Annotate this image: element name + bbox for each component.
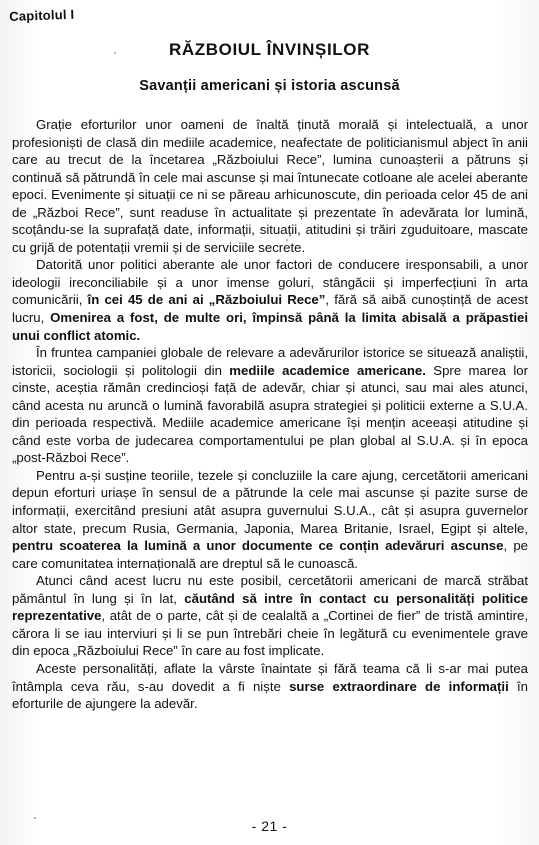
bold-text-segment: surse extraordinare de informații [289, 678, 509, 694]
text-segment: Grație eforturilor unor oameni de înaltă ținută morală și intelectuală, a unor profesioniști de clasă din mediile academice, neafectate de politicianismul abject în anii care au trecut de la încetarea „Războiului Rece”, lumina cunoașterii a pătruns și continuă să pătrundă în cele mai ascunse și mai întunecate cotloane ale acelei aberante epoci. Evenimente și situații ce ni se păreau arhicunoscute, din perioada celor 45 de ani de „Război Rece”, sunt readuse în actualitate și prezentate în adevărata lor lumină, scoțându-se la suprafață date, informații, situații, atitudini și trăiri zguduitoare, mascate cu grijă de potentații vremii și de serviciile secrete. [12, 117, 528, 255]
body-paragraph [12, 344, 528, 467]
bold-text-segment: căutând să intre în contact cu personalități politice reprezentative [12, 590, 528, 624]
text-segment: Spre marea lor cinste, aceștia rămân credincioși față de adevăr, chiar și atunci, sau mai ales atunci, când acesta nu aruncă o lumină favorabilă asupra strategiei și politicii externe a S.U.A. din perioada respectivă. Mediile academice americane își mențin aceeași atitudine și când este vorba de judecarea comportamentului pe plan global al S.U.A. și în epoca „post-Război Rece”. [12, 362, 528, 466]
text-segment: Pentru a-și susține teoriile, tezele și concluziile la care ajung, cercetătorii americani depun eforturi uriașe în sensul de a pătrunde la cele mai ascunse și pazite surse de informații, exercitând presiuni atât asupra guvernului S.U.A., cât și asupra guvernelor altor state, precum Rusia, Germania, Japonia, Marea Britanie, Israel, Egipt și altele, [12, 467, 528, 536]
text-segment: , atât de o parte, cât și de cealaltă a „Cortinei de fier” de tristă amintire, cărora li se iau interviuri și li se pun întrebări cheie în legătură cu evenimentele grave din epoca „Războiului Rece” în care au fost implicate. [12, 608, 528, 659]
text-segment: , fără să aibă cunoștință de acest lucru, [12, 292, 528, 326]
body-paragraph [12, 116, 528, 256]
page-number: - 21 - [251, 818, 288, 834]
bold-text-segment: mediile academice americane. [229, 362, 426, 378]
text-segment: În fruntea campaniei globale de relevare a adevărurilor istorice se situează analiștii, istoricii, sociologii și politologii din [12, 345, 528, 378]
body-paragraph [12, 256, 528, 344]
section-subtitle: Savanții americani și istoria ascunsă [139, 78, 400, 94]
scan-speck [509, 575, 511, 577]
chapter-title: RĂZBOIUL ÎNVINȘILOR [169, 40, 370, 59]
bold-text-segment: în cei 45 de ani ai „Războiului Rece” [87, 292, 326, 308]
text-segment: în eforturile de ajungere la adevăr. [12, 678, 528, 712]
text-segment: Aceste personalități, aflate la vârste înaintate și fără teama că li s-ar mai putea întâmpla ceva rău, s-au dovedit a fi niște [12, 660, 528, 694]
bold-text-segment: pentru scoaterea la lumină a unor documente ce conțin adevăruri ascunse [12, 538, 504, 554]
text-segment: Atunci când acest lucru nu este posibil, cercetătorii americani de marcă străbat pământul în lung și în lat, [12, 573, 528, 606]
chapter-label: Capitolul I [9, 6, 75, 24]
text-segment: , pe care comunitatea internațională are dreptul să le cunoască. [12, 538, 529, 571]
scan-speck [114, 52, 116, 54]
text-segment: Datorită unor politici aberante ale unor factori de conducere iresponsabili, a unor ideologii ireconciliabile și a unor imense goluri, stângăcii și imperfecțiuni în arta comunicării, [12, 257, 528, 308]
body-paragraph [12, 467, 528, 572]
bold-text-segment: Omenirea a fost, de multe ori, împinsă până la limita abisală a prăpastiei unui conflict atomic. [12, 310, 528, 343]
body-paragraph [12, 660, 528, 713]
scan-speck [34, 817, 36, 819]
body-text [12, 116, 528, 713]
body-paragraph [12, 572, 528, 660]
scan-speck [286, 239, 288, 241]
